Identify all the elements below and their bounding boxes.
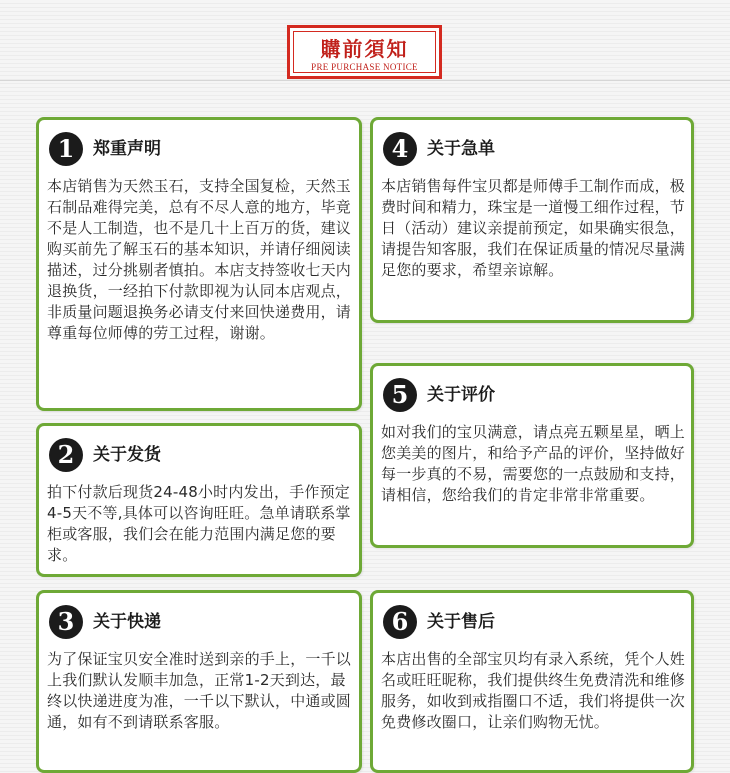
header-title: 購前須知 [320,37,409,61]
header-subtitle: PRE PURCHASE NOTICE [311,62,418,72]
card-body: 如对我们的宝贝满意，请点亮五颗星星，晒上您美美的图片，和给予产品的评价，坚持做好每一步真的不易，需要您的一点鼓励和支持，请相信，您给我们的肯定非常非常重要。 [381,423,686,504]
number-badge-icon: 3 [49,605,83,639]
header-divider [0,80,730,81]
number-badge-icon: 4 [383,132,417,166]
card-title: 关于售后 [427,612,495,632]
card-body: 为了保证宝贝安全准时送到亲的手上，一千以上我们默认发顺丰加急，正常1-2天到达，最终以快递进度为准，一千以下默认，中通或圆通，如有不到请联系客服。 [47,650,352,731]
card-title: 关于发货 [93,445,161,465]
card-title: 关于快递 [93,612,161,632]
number-badge-icon: 6 [383,605,417,639]
card-shipping [36,423,362,577]
card-body: 本店销售每件宝贝都是师傅手工制作而成，极费时间和精力，珠宝是一道慢工细作过程，节日（活动）建议亲提前预定，如果确实很急，请提告知客服，我们在保证质量的情况尽量满足您的要求，希望亲谅解。 [381,177,686,279]
card-statement [36,117,362,411]
card-reviews [370,363,694,548]
pre-purchase-notice-header [287,25,442,79]
card-body: 本店销售为天然玉石，支持全国复检，天然玉石制品难得完美，总有不尽人意的地方，毕竟不是人工制造，也不是几十上百万的货，建议购买前先了解玉石的基本知识，并请仔细阅读描述，过分挑剔者慎拍。本店支持签收七天内退换货，一经拍下付款即视为认同本店观点，非质量问题退换务必请支付来回快递费用，请尊重每位师傅的劳工过程，谢谢。 [47,177,352,342]
card-body: 本店出售的全部宝贝均有录入系统，凭个人姓名或旺旺昵称，我们提供终生免费清洗和维修服务，如收到戒指圈口不适，我们将提供一次免费修改圈口，让亲们购物无忧。 [381,650,686,731]
number-badge-icon: 5 [383,378,417,412]
card-body: 拍下付款后现货24-48小时内发出，手作预定4-5天不等,具体可以咨询旺旺。急单请联系掌柜或客服，我们会在能力范围内满足您的要求。 [47,483,351,564]
card-urgent-orders [370,117,694,323]
card-title: 关于评价 [427,385,495,405]
card-delivery [36,590,362,773]
header-inner-frame [293,31,436,73]
number-badge-icon: 2 [49,438,83,472]
card-title: 关于急单 [427,139,495,159]
card-title: 郑重声明 [93,139,161,159]
card-after-sales [370,590,694,773]
number-badge-icon: 1 [49,132,83,166]
